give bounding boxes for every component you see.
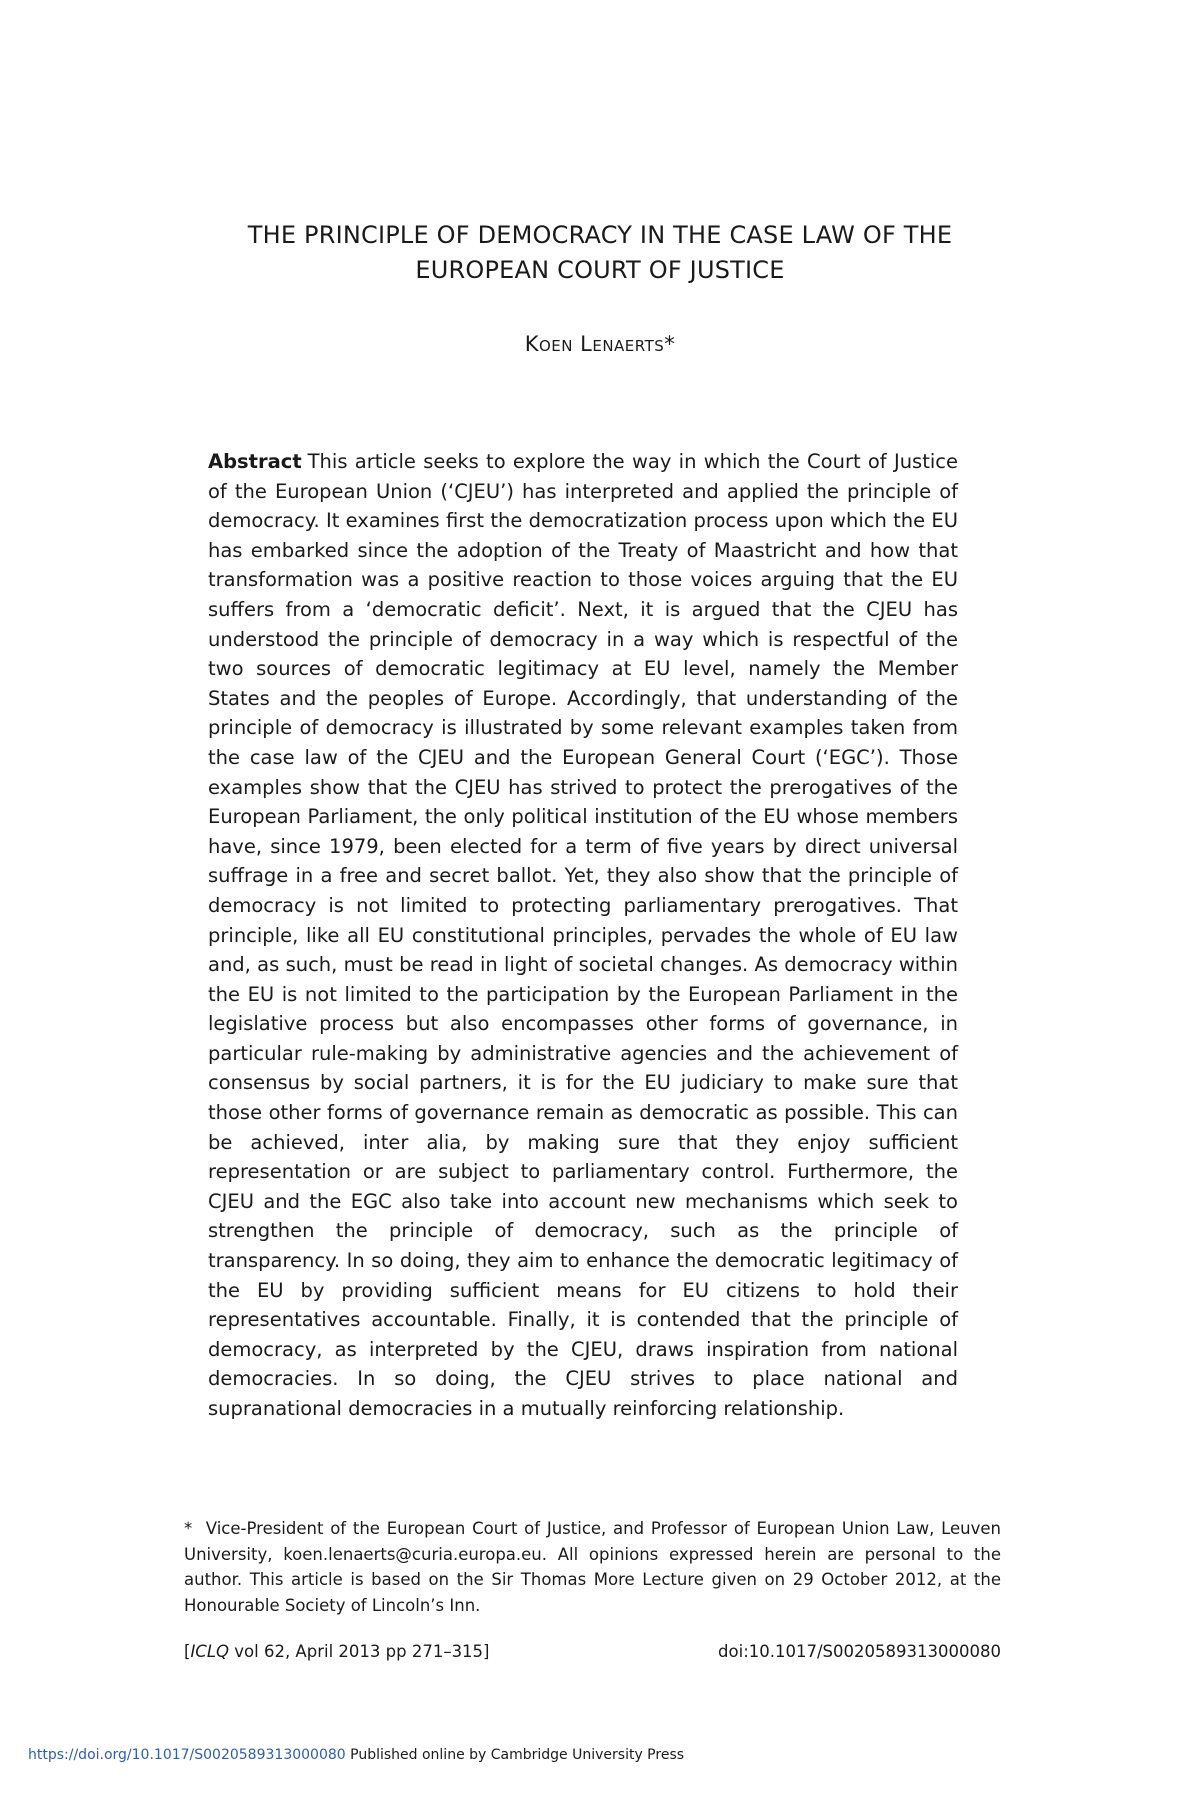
journal-abbreviation: ICLQ bbox=[190, 1642, 230, 1661]
title-line-2: EUROPEAN COURT OF JUSTICE bbox=[415, 256, 785, 284]
author-footnote bbox=[184, 1516, 1001, 1618]
footnote-text: Vice-President of the European Court of Justice, and Professor of European Union Law, Leuven University, koen.lenaerts@curia.europa.eu. All opinions expressed herein are personal to the author. This article is based on the Sir Thomas More Lecture given on 29 October 2012, at the Honourable Society of Lincoln’s Inn. bbox=[184, 1519, 1001, 1615]
citation-open-bracket: [ bbox=[184, 1642, 191, 1661]
doi-link[interactable]: https://doi.org/10.1017/S0020589313000080 bbox=[28, 1747, 346, 1763]
title-line-1: THE PRINCIPLE OF DEMOCRACY IN THE CASE LAW OF THE bbox=[247, 221, 953, 249]
article-doi: doi:10.1017/S0020589313000080 bbox=[718, 1642, 1001, 1661]
journal-citation bbox=[184, 1640, 490, 1664]
citation-row bbox=[184, 1640, 1001, 1664]
abstract-label: Abstract bbox=[208, 450, 302, 473]
page-title bbox=[150, 218, 1050, 288]
publisher-note: Published online by Cambridge University Press bbox=[345, 1747, 685, 1763]
abstract-paragraph bbox=[208, 447, 958, 1424]
abstract-text: This article seeks to explore the way in which the Court of Justice of the European Union (‘CJEU’) has interpreted and applied the principle of democracy. It examines first the democratization process upon which the EU has embarked since the adoption of the Treaty of Maastricht and how that transformation was a positive reaction to those voices arguing that the EU suffers from a ‘democratic deficit’. Next, it is argued that the CJEU has understood the principle of democracy in a way which is respectful of the two sources of democratic legitimacy at EU level, namely the Member States and the peoples of Europe. Accordingly, that understanding of the principle of democracy is illustrated by some relevant examples taken from the case law of the CJEU and the European General Court (‘EGC’). Those examples show that the CJEU has strived to protect the prerogatives of the European Parliament, the only political institution of the EU whose members have, since 1979, been elected for a term of five years by direct universal suffrage in a free and secret ballot. Yet, they also show that the principle of democracy is not limited to protecting parliamentary prerogatives. That principle, like all EU constitutional principles, pervades the whole of EU law and, as such, must be read in light of societal changes. As democracy within the EU is not limited to the participation by the European Parliament in the legislative process but also encompasses other forms of governance, in particular rule-making by administrative agencies and the achievement of consensus by social partners, it is for the EU judiciary to make sure that those other forms of governance remain as democratic as possible. This can be achieved, inter alia, by making sure that they enjoy sufficient representation or are subject to parliamentary control. Furthermore, the CJEU and the EGC also take into account new mechanisms which seek to strengthen the principle of democracy, such as the principle of transparency. In so doing, they aim to enhance the democratic legitimacy of the EU by providing sufficient means for EU citizens to hold their representatives accountable. Finally, it is contended that the principle of democracy, as interpreted by the CJEU, draws inspiration from national democracies. In so doing, the CJEU strives to place national and supranational democracies in a mutually reinforcing relationship. bbox=[208, 450, 958, 1420]
author-footnote-marker: * bbox=[664, 332, 676, 356]
author-name: Koen Lenaerts bbox=[524, 332, 665, 356]
publisher-footer bbox=[28, 1745, 1168, 1765]
citation-details: vol 62, April 2013 pp 271–315] bbox=[229, 1642, 490, 1661]
author-byline bbox=[150, 332, 1050, 356]
footnote-marker: * bbox=[184, 1519, 193, 1538]
